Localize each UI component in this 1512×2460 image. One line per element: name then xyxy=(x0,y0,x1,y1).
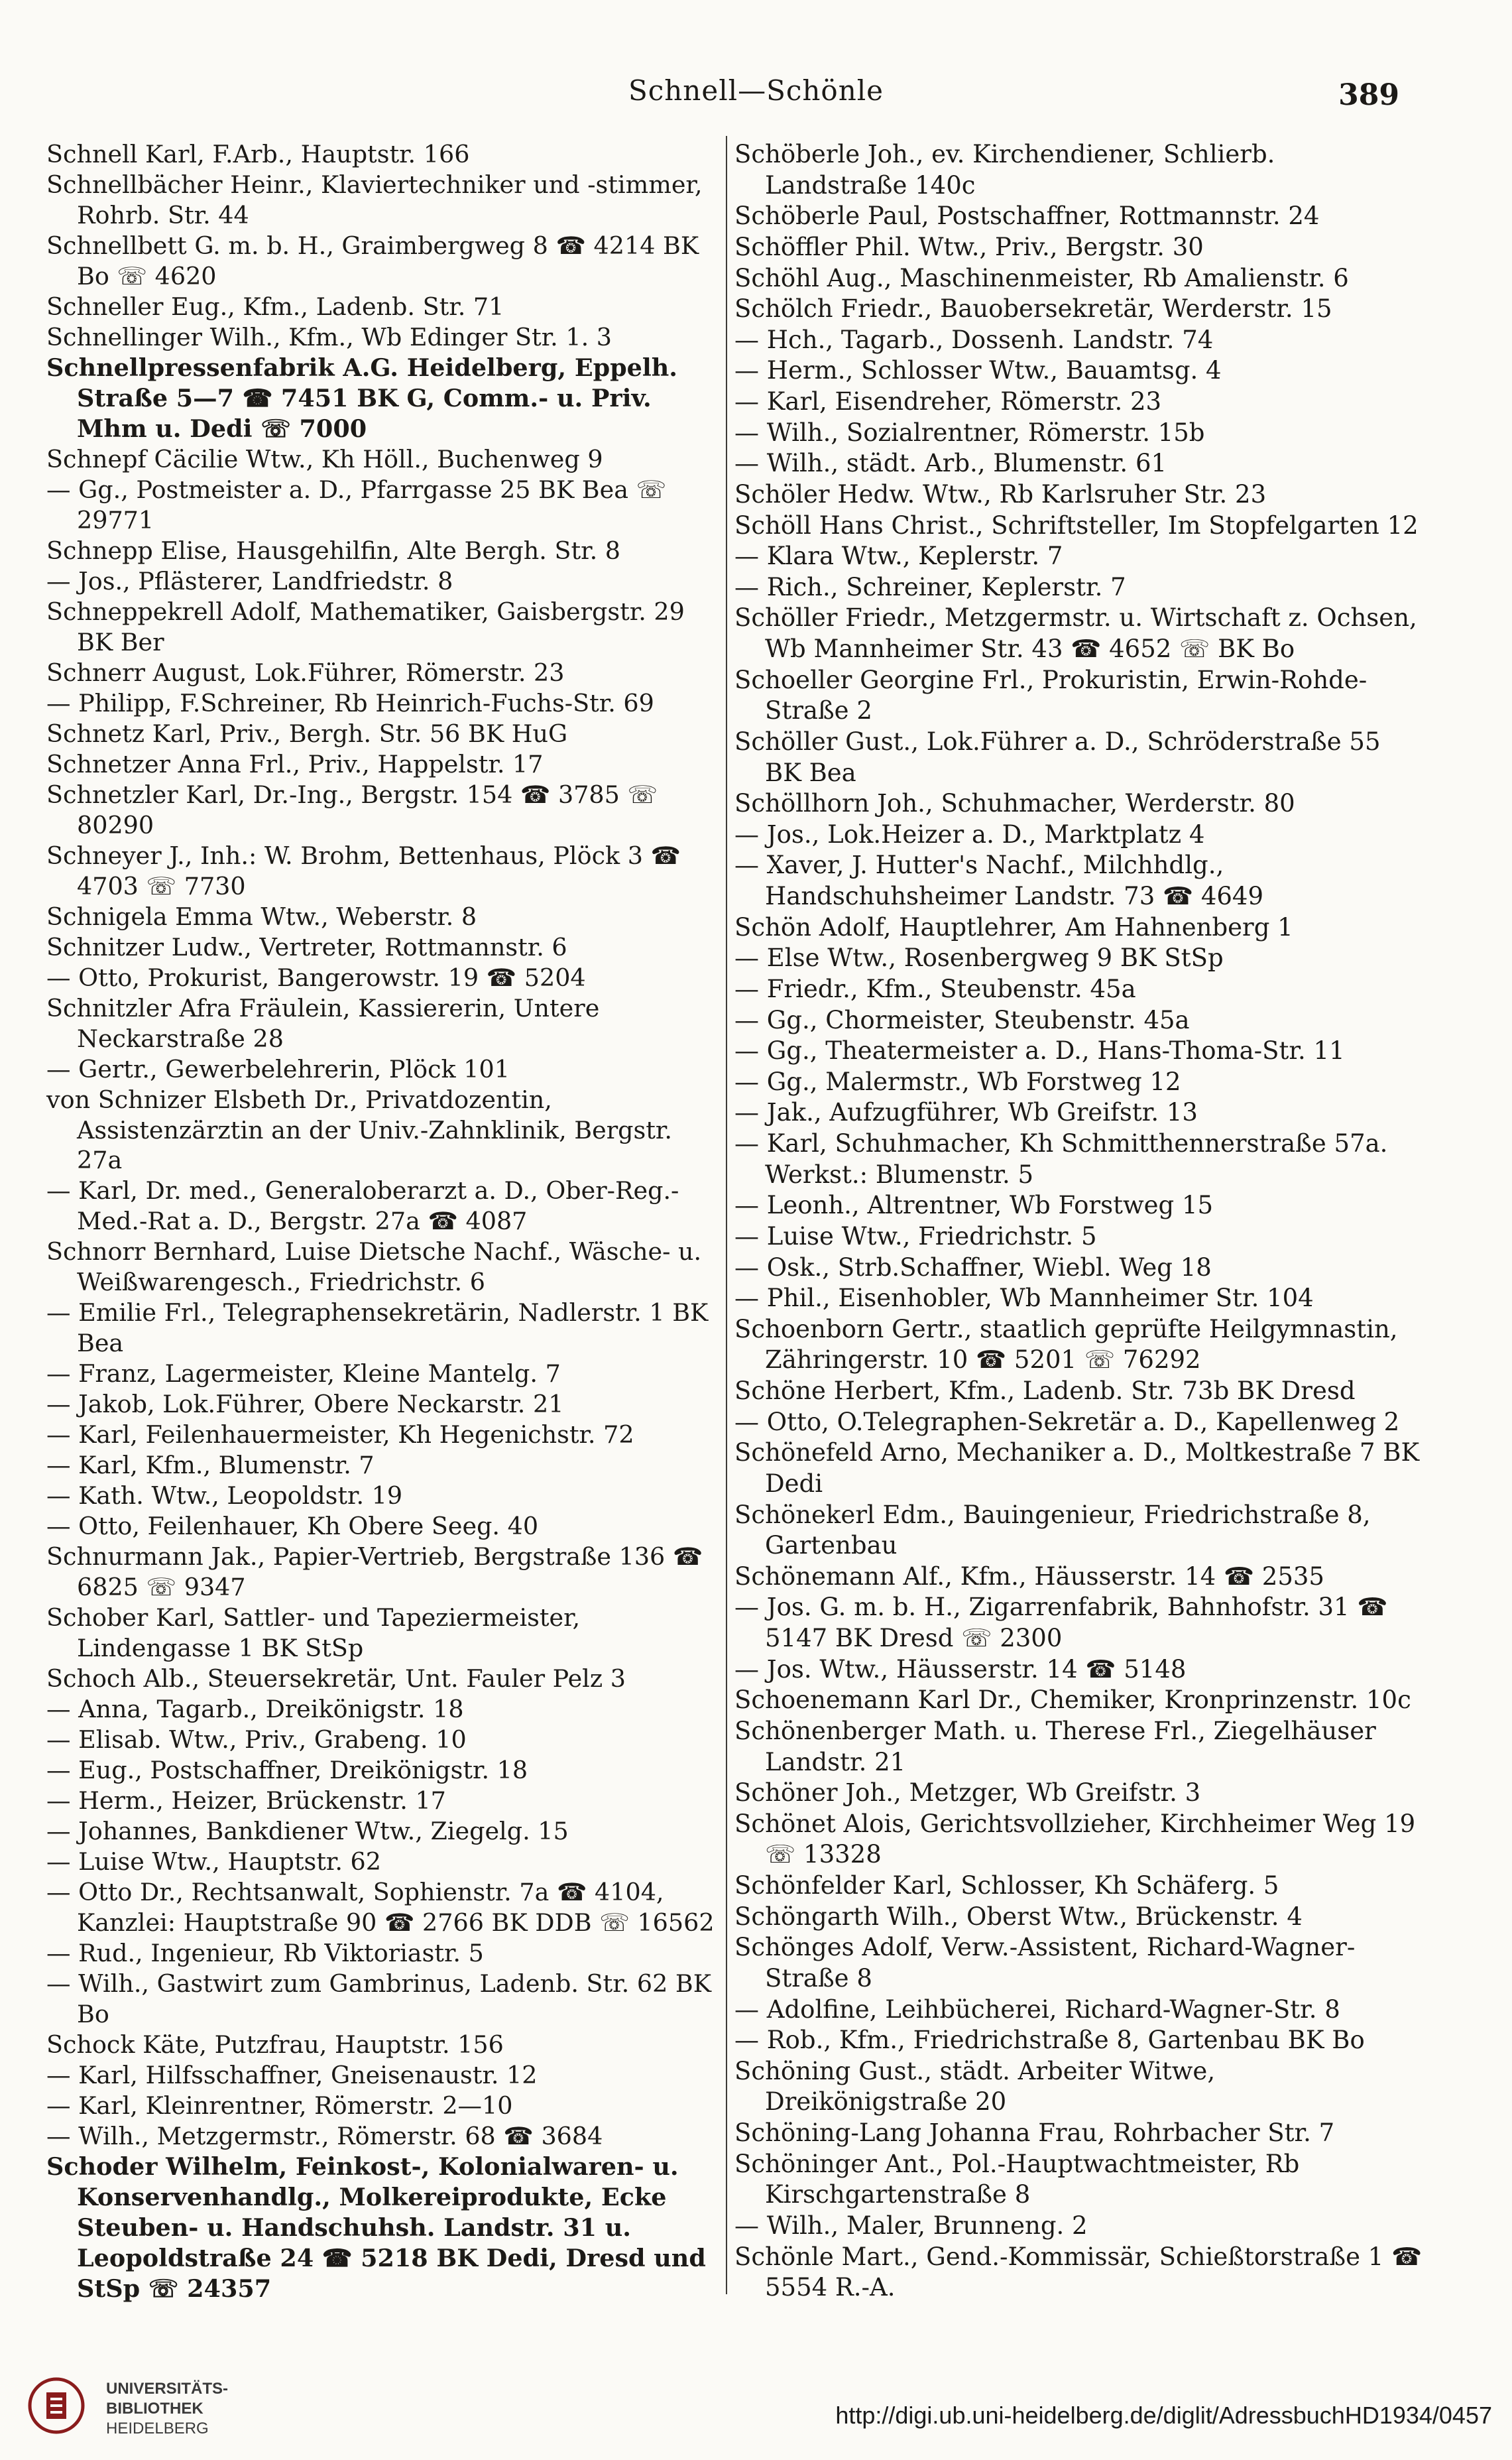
directory-entry: Schnigela Emma Wtw., Weberstr. 8 xyxy=(46,902,477,931)
directory-entry: Schneyer J., Inh.: W. Brohm, Bettenhaus, Plöck 3 ☎ 4703 ☏ 7730 xyxy=(46,841,681,900)
directory-entry: — Jak., Aufzugführer, Wb Greifstr. 13 xyxy=(734,1098,1198,1127)
directory-entry: Schock Käte, Putzfrau, Hauptstr. 156 xyxy=(46,2030,504,2060)
directory-entry: — Otto, O.Telegraphen-Sekretär a. D., Kapellenweg 2 xyxy=(734,1407,1400,1436)
directory-entry: — Anna, Tagarb., Dreikönigstr. 18 xyxy=(46,1695,464,1724)
directory-entry: — Karl, Dr. med., Generaloberarzt a. D., Ober-Reg.-Med.-Rat a. D., Bergstr. 27a ☎ 4087 xyxy=(46,1176,679,1236)
directory-entry: Schnellbächer Heinr., Klaviertechniker und -stimmer, Rohrb. Str. 44 xyxy=(46,170,703,229)
directory-entry: Schober Karl, Sattler- und Tapeziermeister, Lindengasse 1 BK StSp xyxy=(46,1603,581,1663)
directory-entry: Schöning-Lang Johanna Frau, Rohrbacher Str. 7 xyxy=(734,2119,1335,2147)
directory-entry: Schnellbett G. m. b. H., Graimbergweg 8 ☎ 4214 BK Bo ☏ 4620 xyxy=(46,231,699,290)
directory-entry: — Else Wtw., Rosenbergweg 9 BK StSp xyxy=(734,944,1224,973)
directory-entry: Schönefeld Arno, Mechaniker a. D., Moltkestraße 7 BK Dedi xyxy=(734,1438,1420,1498)
directory-entry: Schöngarth Wilh., Oberst Wtw., Brückenstr. 4 xyxy=(734,1902,1303,1931)
directory-entry: — Luise Wtw., Hauptstr. 62 xyxy=(46,1847,381,1876)
directory-entry: Schnerr August, Lok.Führer, Römerstr. 23 xyxy=(46,658,565,687)
directory-entry: Schönges Adolf, Verw.-Assistent, Richard-Wagner-Straße 8 xyxy=(734,1933,1356,1993)
page-number: 389 xyxy=(1338,78,1399,112)
directory-entry: — Gg., Chormeister, Steubenstr. 45a xyxy=(734,1005,1190,1034)
directory-entry: Schoenemann Karl Dr., Chemiker, Kronprinzenstr. 10c xyxy=(734,1686,1411,1715)
right-column xyxy=(734,139,1424,2304)
directory-entry: Schöllhorn Joh., Schuhmacher, Werderstr. 80 xyxy=(734,789,1295,818)
directory-entry: — Philipp, F.Schreiner, Rb Heinrich-Fuchs-Str. 69 xyxy=(46,688,654,717)
library-name xyxy=(106,2379,228,2439)
directory-entry: — Karl, Feilenhauermeister, Kh Hegenichstr. 72 xyxy=(46,1420,634,1449)
directory-entry: Schnellinger Wilh., Kfm., Wb Edinger Str. 1. 3 xyxy=(46,322,612,351)
directory-entry: — Osk., Strb.Schaffner, Wiebl. Weg 18 xyxy=(734,1253,1212,1282)
directory-entry: Schönfelder Karl, Schlosser, Kh Schäferg. 5 xyxy=(734,1871,1279,1900)
directory-entry: — Johannes, Bankdiener Wtw., Ziegelg. 15 xyxy=(46,1817,569,1846)
directory-entry: — Rich., Schreiner, Keplerstr. 7 xyxy=(734,572,1126,601)
directory-entry: — Wilh., Sozialrentner, Römerstr. 15b xyxy=(734,418,1205,447)
directory-entry: — Emilie Frl., Telegraphensekretärin, Nadlerstr. 1 BK Bea xyxy=(46,1298,709,1358)
directory-entry: — Eug., Postschaffner, Dreikönigstr. 18 xyxy=(46,1756,528,1785)
directory-entry: — Otto Dr., Rechtsanwalt, Sophienstr. 7a ☎ 4104, Kanzlei: Hauptstraße 90 ☎ 2766 BK DDB ☏ 16562 xyxy=(46,1878,715,1937)
directory-entry: Schnepf Cäcilie Wtw., Kh Höll., Buchenweg 9 xyxy=(46,444,603,473)
directory-entry: Schöne Herbert, Kfm., Ladenb. Str. 73b BK Dresd xyxy=(734,1377,1356,1405)
left-column xyxy=(46,139,723,2304)
library-logo xyxy=(27,2367,229,2447)
directory-entry: — Karl, Kfm., Blumenstr. 7 xyxy=(46,1451,375,1480)
directory-entry: Schöller Friedr., Metzgermstr. u. Wirtschaft z. Ochsen, Wb Mannheimer Str. 43 ☎ 4652 ☏ BK Bo xyxy=(734,603,1417,663)
directory-entry: — Karl, Kleinrentner, Römerstr. 2—10 xyxy=(46,2091,513,2120)
directory-entry: Schöll Hans Christ., Schriftsteller, Im Stopfelgarten 12 xyxy=(734,511,1419,540)
directory-entry: — Gg., Malermstr., Wb Forstweg 12 xyxy=(734,1067,1181,1096)
footer xyxy=(0,2361,1512,2460)
directory-entry: — Otto, Feilenhauer, Kh Obere Seeg. 40 xyxy=(46,1512,539,1541)
directory-entry: Schönekerl Edm., Bauingenieur, Friedrichstraße 8, Gartenbau xyxy=(734,1500,1371,1560)
directory-entry: — Luise Wtw., Friedrichstr. 5 xyxy=(734,1221,1097,1251)
directory-entry: Schölch Friedr., Bauobersekretär, Werderstr. 15 xyxy=(734,294,1332,324)
directory-entry: Schöner Joh., Metzger, Wb Greifstr. 3 xyxy=(734,1778,1201,1808)
page-header xyxy=(0,74,1512,134)
directory-entry: Schnetzer Anna Frl., Priv., Happelstr. 17 xyxy=(46,749,544,778)
library-name-line-2: BIBLIOTHEK xyxy=(106,2400,204,2418)
directory-entry: Schön Adolf, Hauptlehrer, Am Hahnenberg 1 xyxy=(734,912,1293,942)
directory-entry: — Klara Wtw., Keplerstr. 7 xyxy=(734,542,1063,571)
directory-entry: — Rob., Kfm., Friedrichstraße 8, Gartenbau BK Bo xyxy=(734,2026,1365,2055)
directory-entry: Schönet Alois, Gerichtsvollzieher, Kirchheimer Weg 19 ☏ 13328 xyxy=(734,1809,1416,1869)
directory-entry: — Otto, Prokurist, Bangerowstr. 19 ☎ 5204 xyxy=(46,963,586,992)
directory-entry: — Gg., Theatermeister a. D., Hans-Thoma-Str. 11 xyxy=(734,1036,1345,1066)
directory-entry: Schoeller Georgine Frl., Prokuristin, Erwin-Rohde-Straße 2 xyxy=(734,665,1367,725)
directory-entry: — Wilh., städt. Arb., Blumenstr. 61 xyxy=(734,449,1167,478)
directory-entry: Schnetzler Karl, Dr.-Ing., Bergstr. 154 ☎ 3785 ☏ 80290 xyxy=(46,780,658,839)
directory-entry: Schöhl Aug., Maschinenmeister, Rb Amalienstr. 6 xyxy=(734,263,1349,292)
directory-entry: — Herm., Schlosser Wtw., Bauamtsg. 4 xyxy=(734,356,1222,385)
directory-entry: Schnell Karl, F.Arb., Hauptstr. 166 xyxy=(46,140,470,168)
directory-entry: — Xaver, J. Hutter's Nachf., Milchhdlg., Handschuhsheimer Landstr. 73 ☎ 4649 xyxy=(734,851,1264,910)
directory-entry: Schöller Gust., Lok.Führer a. D., Schröderstraße 55 BK Bea xyxy=(734,727,1381,787)
directory-entry: — Wilh., Gastwirt zum Gambrinus, Ladenb. Str. 62 BK Bo xyxy=(46,1969,712,2029)
directory-entry: Schöffler Phil. Wtw., Priv., Bergstr. 30 xyxy=(734,232,1204,261)
directory-entry: — Hch., Tagarb., Dossenh. Landstr. 74 xyxy=(734,325,1214,354)
directory-entry: Schnitzler Afra Fräulein, Kassiererin, Untere Neckarstraße 28 xyxy=(46,993,600,1053)
directory-entry: — Jos. Wtw., Häusserstr. 14 ☎ 5148 xyxy=(734,1654,1187,1684)
directory-entry: — Gg., Postmeister a. D., Pfarrgasse 25 BK Bea ☏ 29771 xyxy=(46,475,667,534)
directory-entry: — Karl, Hilfsschaffner, Gneisenaustr. 12 xyxy=(46,2061,538,2090)
directory-entry: — Wilh., Maler, Brunneng. 2 xyxy=(734,2211,1088,2240)
directory-entry: Schöninger Ant., Pol.-Hauptwachtmeister, Rb Kirschgartenstraße 8 xyxy=(734,2149,1300,2209)
directory-entry: — Gertr., Gewerbelehrerin, Plöck 101 xyxy=(46,1054,510,1083)
directory-entry: Schöler Hedw. Wtw., Rb Karlsruher Str. 23 xyxy=(734,479,1267,509)
directory-entry: Schoder Wilhelm, Feinkost-, Kolonialwaren- u. Konservenhandlg., Molkereiprodukte, Ecke Steuben- u. Handschuhsh. Landstr. 31 u. Leopoldstraße 24 ☎ 5218 BK Dedi, Dresd und StSp ☏ 24357 xyxy=(46,2152,706,2303)
directory-entry: — Jos. G. m. b. H., Zigarrenfabrik, Bahnhofstr. 31 ☎ 5147 BK Dresd ☏ 2300 xyxy=(734,1593,1388,1652)
directory-entry: Schönle Mart., Gend.-Kommissär, Schießtorstraße 1 ☎ 5554 R.-A. xyxy=(734,2242,1423,2302)
directory-entry: Schönemann Alf., Kfm., Häusserstr. 14 ☎ 2535 xyxy=(734,1562,1324,1591)
source-url-link[interactable]: http://digi.ub.uni-heidelberg.de/diglit/AdressbuchHD1934/0457 xyxy=(835,2402,1492,2429)
directory-entry: — Herm., Heizer, Brückenstr. 17 xyxy=(46,1786,446,1815)
directory-entry: — Jakob, Lok.Führer, Obere Neckarstr. 21 xyxy=(46,1390,564,1419)
directory-entry: Schöberle Paul, Postschaffner, Rottmannstr. 24 xyxy=(734,202,1320,231)
directory-entry: — Franz, Lagermeister, Kleine Mantelg. 7 xyxy=(46,1359,561,1388)
directory-entry: — Karl, Eisendreher, Römerstr. 23 xyxy=(734,387,1162,416)
library-seal-icon xyxy=(27,2372,86,2439)
running-title: Schnell—Schönle xyxy=(628,74,884,107)
directory-entry: — Adolfine, Leihbücherei, Richard-Wagner-Str. 8 xyxy=(734,1995,1340,2024)
directory-entry: Schoenborn Gertr., staatlich geprüfte Heilgymnastin, Zähringerstr. 10 ☎ 5201 ☏ 76292 xyxy=(734,1314,1398,1375)
directory-entry: — Rud., Ingenieur, Rb Viktoriastr. 5 xyxy=(46,1939,484,1968)
directory-entry: — Kath. Wtw., Leopoldstr. 19 xyxy=(46,1481,403,1510)
directory-entry: Schnetz Karl, Priv., Bergh. Str. 56 BK HuG xyxy=(46,719,568,748)
directory-entry: — Jos., Pflästerer, Landfriedstr. 8 xyxy=(46,566,453,595)
directory-entry: Schoch Alb., Steuersekretär, Unt. Fauler Pelz 3 xyxy=(46,1664,626,1693)
directory-entry: Schnellpressenfabrik A.G. Heidelberg, Eppelh. Straße 5—7 ☎ 7451 BK G, Comm.- u. Priv. Mhm u. Dedi ☏ 7000 xyxy=(46,353,678,443)
directory-entry: Schnurmann Jak., Papier-Vertrieb, Bergstraße 136 ☎ 6825 ☏ 9347 xyxy=(46,1542,703,1602)
directory-entry: Schneppekrell Adolf, Mathematiker, Gaisbergstr. 29 BK Ber xyxy=(46,597,685,656)
directory-entry: Schnepp Elise, Hausgehilfin, Alte Bergh. Str. 8 xyxy=(46,536,621,565)
library-name-line-3: HEIDELBERG xyxy=(106,2420,209,2437)
directory-entry: Schöberle Joh., ev. Kirchendiener, Schlierb. Landstraße 140c xyxy=(734,140,1275,200)
column-divider xyxy=(726,136,727,2294)
directory-entry: Schnitzer Ludw., Vertreter, Rottmannstr. 6 xyxy=(46,932,567,961)
directory-entry: — Karl, Schuhmacher, Kh Schmitthennerstraße 57a. Werkst.: Blumenstr. 5 xyxy=(734,1129,1388,1189)
directory-entry: — Leonh., Altrentner, Wb Forstweg 15 xyxy=(734,1191,1214,1220)
directory-entry: — Friedr., Kfm., Steubenstr. 45a xyxy=(734,974,1136,1003)
directory-entry: Schönenberger Math. u. Therese Frl., Ziegelhäuser Landstr. 21 xyxy=(734,1716,1376,1776)
directory-entry: Schöning Gust., städt. Arbeiter Witwe, Dreikönigstraße 20 xyxy=(734,2056,1216,2117)
directory-entry: — Wilh., Metzgermstr., Römerstr. 68 ☎ 3684 xyxy=(46,2121,603,2150)
directory-entry: von Schnizer Elsbeth Dr., Privatdozentin, Assistenzärztin an der Univ.-Zahnklinik, Bergstr. 27a xyxy=(46,1085,672,1175)
directory-entry: — Jos., Lok.Heizer a. D., Marktplatz 4 xyxy=(734,820,1205,849)
directory-entry: — Phil., Eisenhobler, Wb Mannheimer Str. 104 xyxy=(734,1284,1314,1313)
directory-entry: Schnorr Bernhard, Luise Dietsche Nachf., Wäsche- u. Weißwarengesch., Friedrichstr. 6 xyxy=(46,1237,702,1297)
directory-entry: Schneller Eug., Kfm., Ladenb. Str. 71 xyxy=(46,292,504,321)
library-name-line-1: UNIVERSITÄTS- xyxy=(106,2380,229,2398)
directory-entry: — Elisab. Wtw., Priv., Grabeng. 10 xyxy=(46,1725,467,1754)
